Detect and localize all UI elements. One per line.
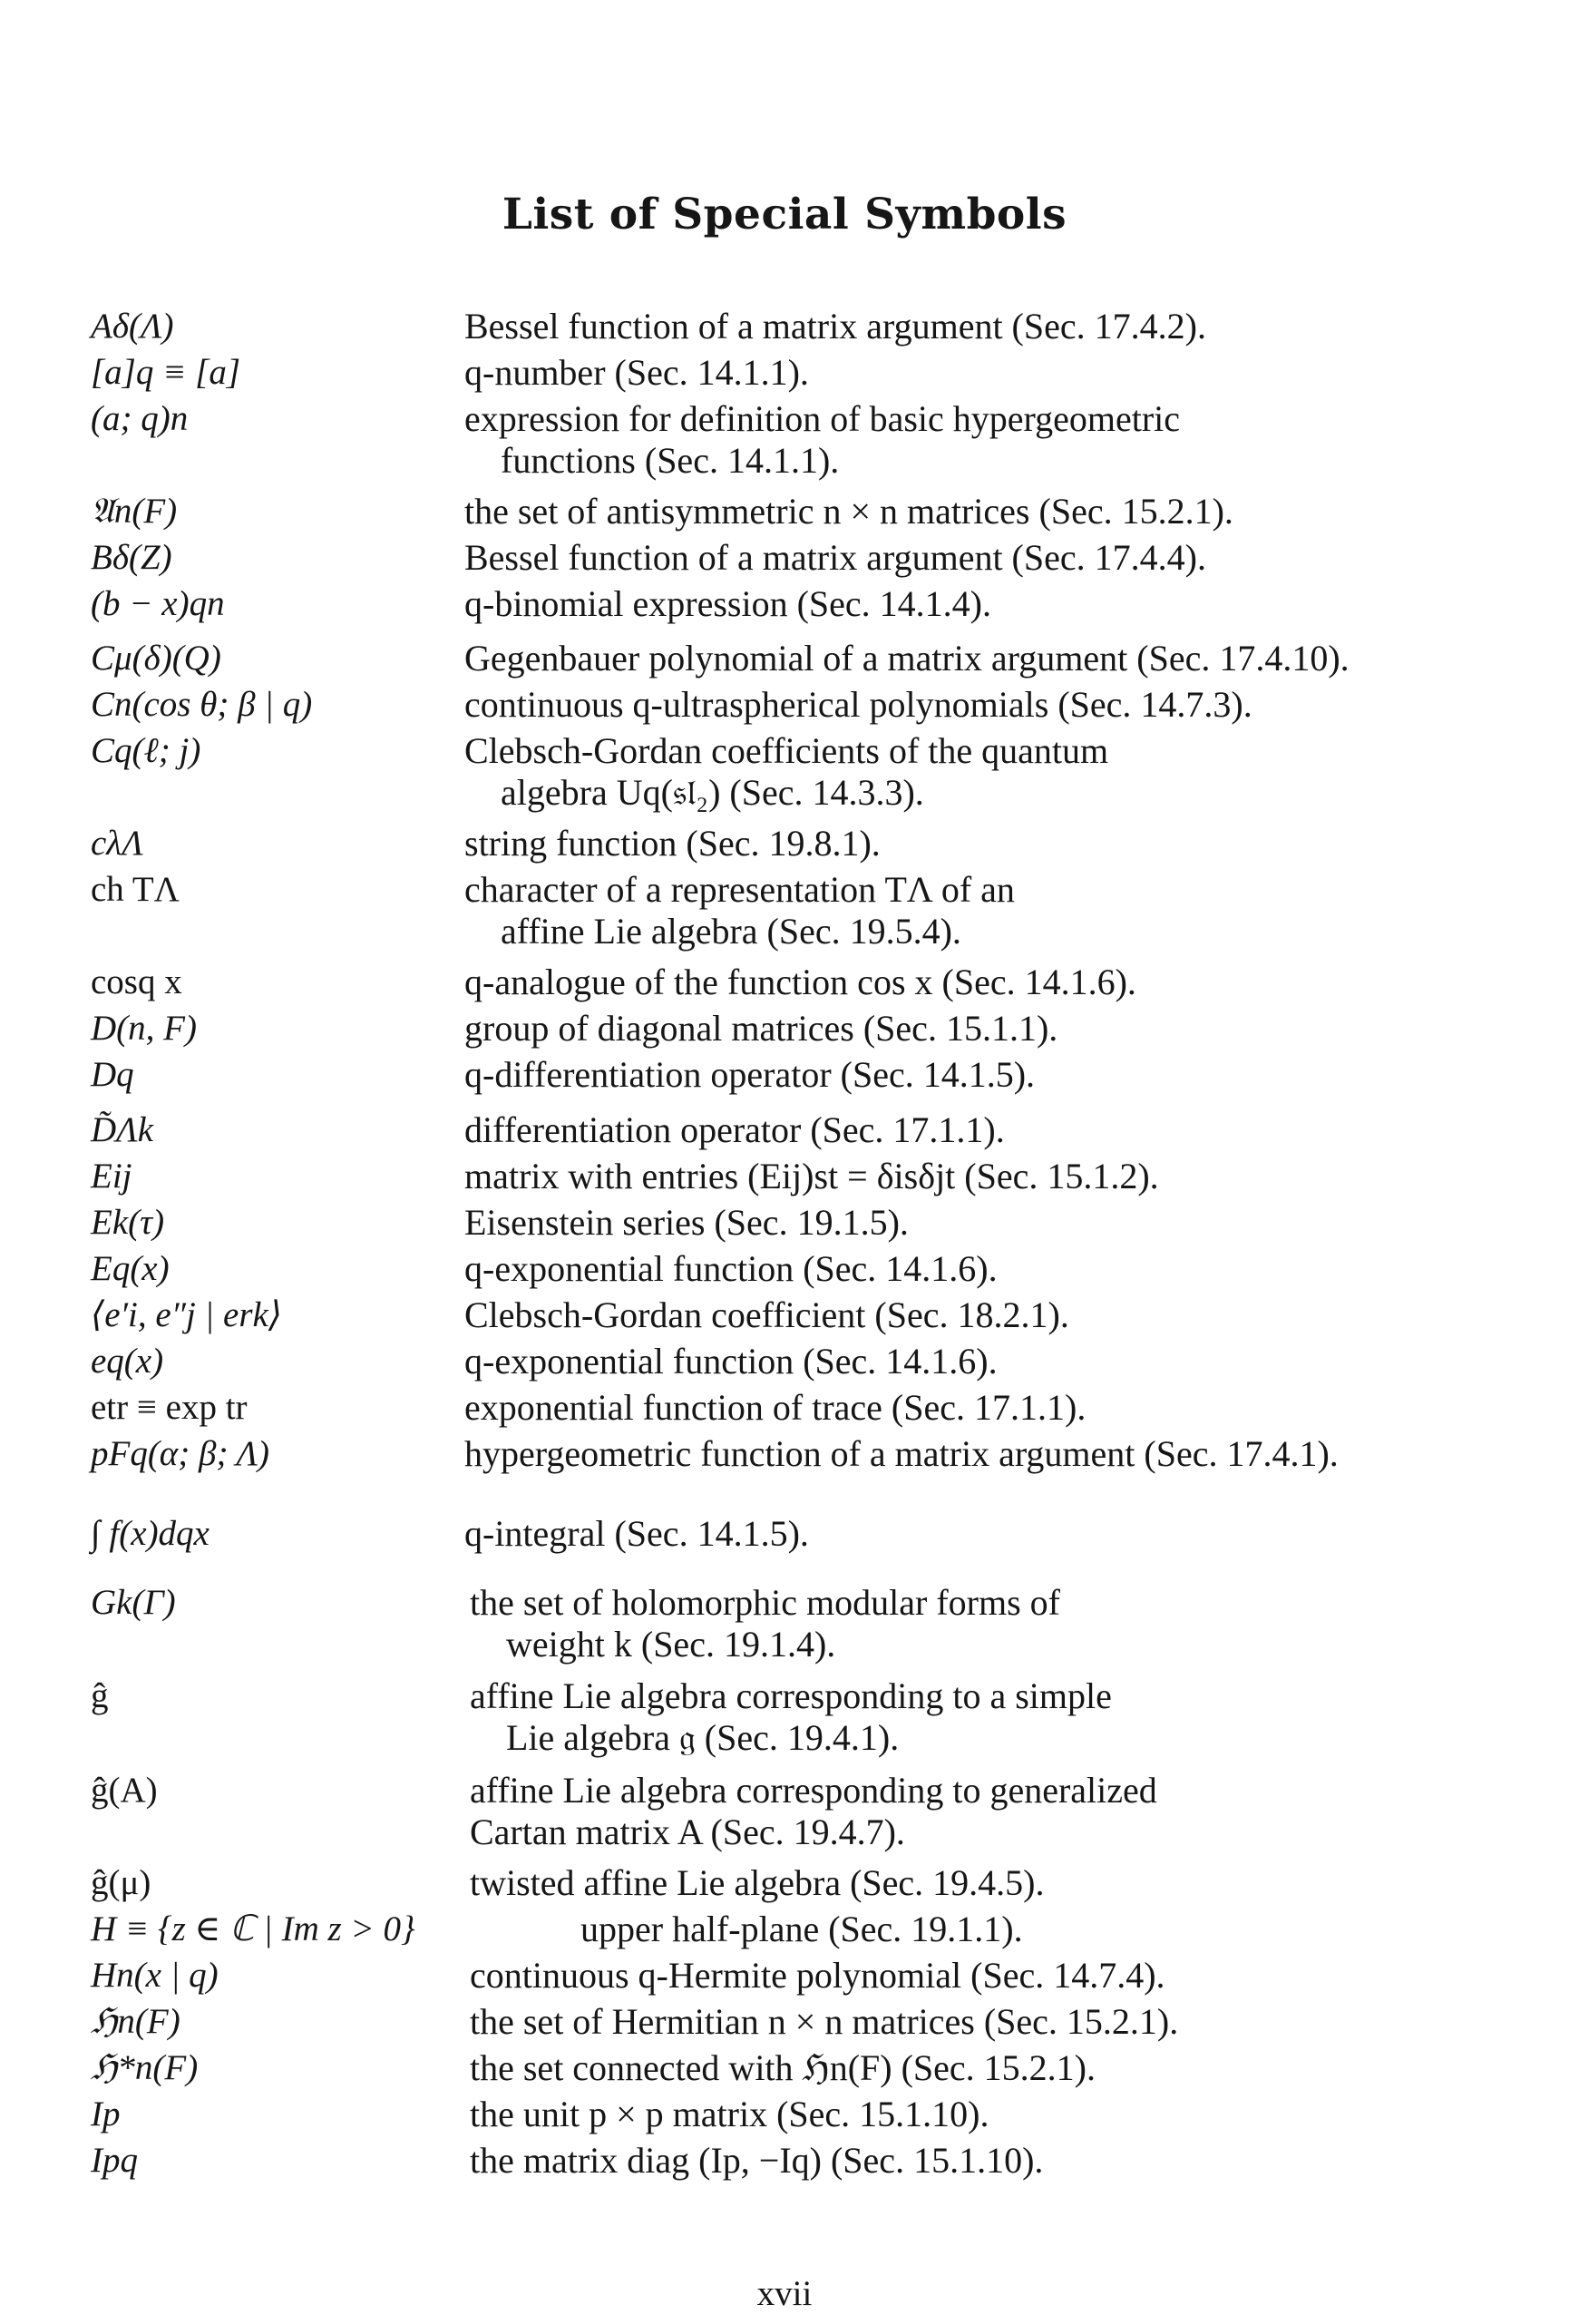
symbol: Cq(ℓ; j) [91, 731, 201, 770]
page-title: List of Special Symbols [502, 190, 1067, 240]
symbol: eq(x) [91, 1342, 164, 1381]
description-line: group of diagonal matrices (Sec. 15.1.1). [464, 1008, 1058, 1049]
description-line: q-analogue of the function cos x (Sec. 14.1.6). [464, 962, 1136, 1002]
symbol: ∫ f(x)dqx [91, 1514, 210, 1553]
symbol: ĝ(μ) [91, 1863, 151, 1902]
description-line: the set of holomorphic modular forms of [470, 1582, 1060, 1623]
symbol: D(n, F) [91, 1009, 197, 1048]
symbol: D̃Λk [91, 1110, 154, 1149]
description [464, 1156, 1159, 1197]
description [464, 583, 991, 625]
description-line: affine Lie algebra (Sec. 19.5.4). [501, 911, 961, 952]
description [464, 1008, 1057, 1050]
symbol: Ipq [91, 2141, 138, 2180]
symbol: ℌn(F) [91, 2002, 180, 2041]
description-line: Eisenstein series (Sec. 19.1.5). [464, 1202, 909, 1243]
symbol: Ek(τ) [91, 1203, 165, 1242]
symbol: cosq x [91, 962, 182, 1001]
symbol: Eq(x) [91, 1249, 170, 1288]
symbol: ĝ [91, 1676, 109, 1715]
description-line: Lie algebra 𝔤 (Sec. 19.4.1). [506, 1717, 900, 1758]
description-line: upper half-plane (Sec. 19.1.1). [580, 1909, 1023, 1949]
symbol: etr ≡ exp tr [91, 1388, 248, 1427]
description-line: the set of antisymmetric n × n matrices (Sec. 15.2.1). [464, 491, 1233, 532]
description [464, 869, 1015, 952]
description [464, 1387, 1086, 1429]
description-line: continuous q-ultraspherical polynomials (Sec. 14.7.3). [464, 684, 1252, 725]
description-line: hypergeometric function of a matrix argument (Sec. 17.4.1). [464, 1433, 1339, 1474]
description [464, 537, 1206, 579]
symbol: Ip [91, 2095, 121, 2134]
description [470, 1862, 1044, 1904]
description [470, 1582, 1060, 1665]
description-line: matrix with entries (Eij)st = δisδjt (Sec. 15.1.2). [464, 1156, 1159, 1196]
description [464, 352, 809, 394]
description [580, 1909, 1023, 1950]
symbol: Bδ(Z) [91, 538, 172, 577]
description [464, 1202, 909, 1244]
description-line: Bessel function of a matrix argument (Sec. 17.4.4). [464, 537, 1206, 578]
description [464, 1513, 809, 1555]
symbol: Cμ(δ)(Q) [91, 639, 221, 678]
symbol: ch TΛ [91, 870, 180, 909]
description [464, 491, 1233, 532]
description-line: functions (Sec. 14.1.1). [501, 440, 840, 481]
symbol: Gk(Γ) [91, 1583, 176, 1622]
symbol: [a]q ≡ [a] [91, 353, 241, 392]
description-line: affine Lie algebra corresponding to a simple [470, 1675, 1112, 1716]
description-line: the matrix diag (Ip, −Iq) (Sec. 15.1.10). [470, 2140, 1044, 2181]
description-line: the unit p × p matrix (Sec. 15.1.10). [470, 2094, 989, 2134]
description-line: q-integral (Sec. 14.1.5). [464, 1513, 809, 1554]
symbol: Aδ(Λ) [91, 307, 174, 346]
description-line: algebra Uq(𝔰𝔩₂) (Sec. 14.3.3). [501, 772, 924, 813]
symbol: pFq(α; β; Λ) [91, 1434, 270, 1473]
description-line: differentiation operator (Sec. 17.1.1). [464, 1109, 1005, 1150]
symbol: (a; q)n [91, 399, 189, 438]
symbol: 𝔄n(F) [91, 492, 178, 531]
description-line: q-exponential function (Sec. 14.1.6). [464, 1248, 998, 1289]
description-line: q-number (Sec. 14.1.1). [464, 352, 809, 393]
description [470, 2001, 1178, 2043]
description-line: the set of Hermitian n × n matrices (Sec. 15.2.1). [470, 2001, 1179, 2042]
description [464, 1433, 1339, 1475]
description [470, 2140, 1043, 2182]
page-number: xvii [756, 2274, 813, 2313]
symbol: Dq [91, 1055, 134, 1094]
symbol: Cn(cos θ; β | q) [91, 685, 313, 724]
description [464, 638, 1350, 679]
description-line: string function (Sec. 19.8.1). [464, 823, 881, 864]
description [470, 2094, 989, 2135]
description-line: q-binomial expression (Sec. 14.1.4). [464, 583, 991, 624]
description-line: q-differentiation operator (Sec. 14.1.5). [464, 1054, 1036, 1095]
symbol: Eij [91, 1157, 132, 1196]
description-line: Bessel function of a matrix argument (Sec. 17.4.2). [464, 306, 1206, 347]
description-line: affine Lie algebra corresponding to generalized [470, 1770, 1157, 1811]
description-line: q-exponential function (Sec. 14.1.6). [464, 1341, 998, 1382]
description [464, 1109, 1005, 1151]
description [470, 2047, 1096, 2089]
description-line: exponential function of trace (Sec. 17.1.1). [464, 1387, 1087, 1428]
symbol: Hn(x | q) [91, 1956, 219, 1995]
description-line: Clebsch-Gordan coefficients of the quantum [464, 730, 1109, 771]
description [464, 1248, 998, 1290]
description [464, 962, 1136, 1003]
description [464, 730, 1108, 814]
description [464, 398, 1180, 482]
description [464, 1294, 1069, 1336]
symbol: ĝ(A) [91, 1771, 158, 1810]
description-line: the set connected with ℌn(F) (Sec. 15.2.1). [470, 2047, 1096, 2088]
description [470, 1675, 1112, 1759]
symbol: (b − x)qn [91, 584, 225, 623]
description-line: continuous q-Hermite polynomial (Sec. 14.7.4). [470, 1955, 1165, 1996]
description-line: Cartan matrix A (Sec. 19.4.7). [470, 1811, 905, 1852]
symbol: H ≡ {z ∈ ℂ | Im z > 0} [91, 1909, 415, 1948]
description [464, 684, 1252, 726]
description-line: expression for definition of basic hypergeometric [464, 398, 1181, 439]
description [470, 1770, 1157, 1853]
description [464, 1054, 1035, 1096]
description [464, 306, 1206, 347]
description [464, 1341, 998, 1382]
description-line: character of a representation TΛ of an [464, 869, 1015, 910]
symbol: ⟨e′i, e″j | erk⟩ [91, 1295, 283, 1334]
symbol: cλΛ [91, 824, 143, 863]
description-line: Gegenbauer polynomial of a matrix argument (Sec. 17.4.10). [464, 638, 1350, 679]
description [464, 823, 881, 864]
description-line: twisted affine Lie algebra (Sec. 19.4.5). [470, 1862, 1045, 1903]
description-line: weight k (Sec. 19.1.4). [506, 1624, 836, 1665]
description-line: Clebsch-Gordan coefficient (Sec. 18.2.1). [464, 1294, 1069, 1335]
description [470, 1955, 1165, 1997]
symbol: ℌ*n(F) [91, 2048, 199, 2087]
